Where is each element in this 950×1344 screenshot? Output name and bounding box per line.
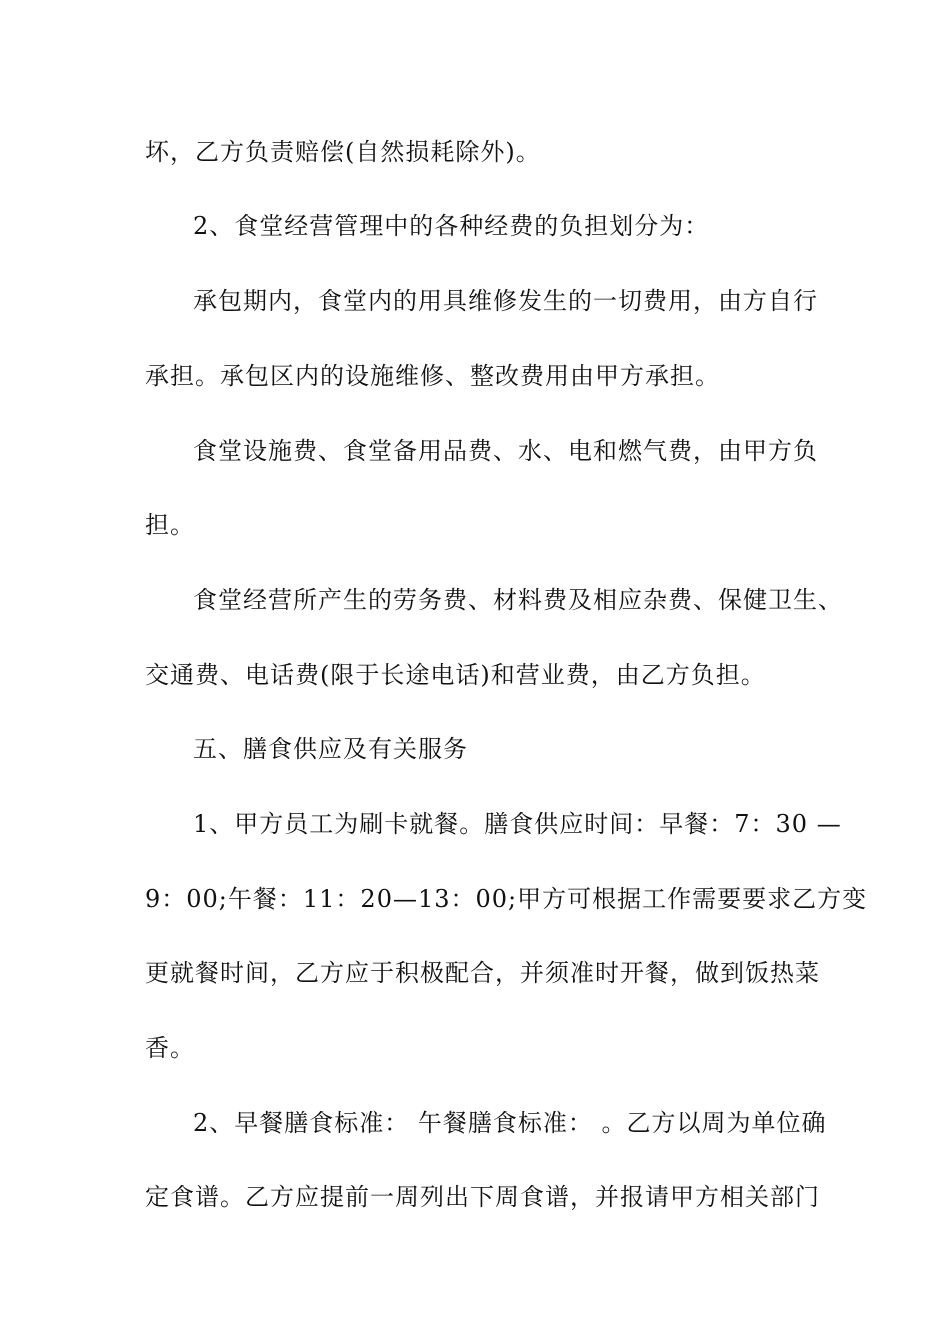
text-line: 定食谱。乙方应提前一周列出下周食谱，并报请甲方相关部门 <box>145 1183 820 1211</box>
text-line: 担。 <box>145 511 195 539</box>
text-line: 坏，乙方负责赔偿(自然损耗除外)。 <box>145 138 541 166</box>
text-line: 1、甲方员工为刷卡就餐。膳食供应时间：早餐：7：30 — <box>193 810 842 838</box>
text-line: 承担。承包区内的设施维修、整改费用由甲方承担。 <box>145 362 720 390</box>
text-line: 承包期内，食堂内的用具维修发生的一切费用，由方自行 <box>193 287 818 315</box>
section-heading: 五、膳食供应及有关服务 <box>193 735 468 763</box>
text-line: 2、食堂经营管理中的各种经费的负担划分为： <box>193 212 710 240</box>
text-line: 2、早餐膳食标准： 午餐膳食标准： 。乙方以周为单位确 <box>193 1109 827 1137</box>
text-line: 9：00;午餐：11：20—13：00;甲方可根据工作需要要求乙方变 <box>145 885 868 913</box>
text-line: 食堂经营所产生的劳务费、材料费及相应杂费、保健卫生、 <box>193 586 843 614</box>
text-line: 食堂设施费、食堂备用品费、水、电和燃气费，由甲方负 <box>193 437 818 465</box>
text-line: 更就餐时间，乙方应于积极配合，并须准时开餐，做到饭热菜 <box>145 959 820 987</box>
text-line: 交通费、电话费(限于长途电话)和营业费，由乙方负担。 <box>145 661 766 689</box>
text-line: 香。 <box>145 1034 195 1062</box>
